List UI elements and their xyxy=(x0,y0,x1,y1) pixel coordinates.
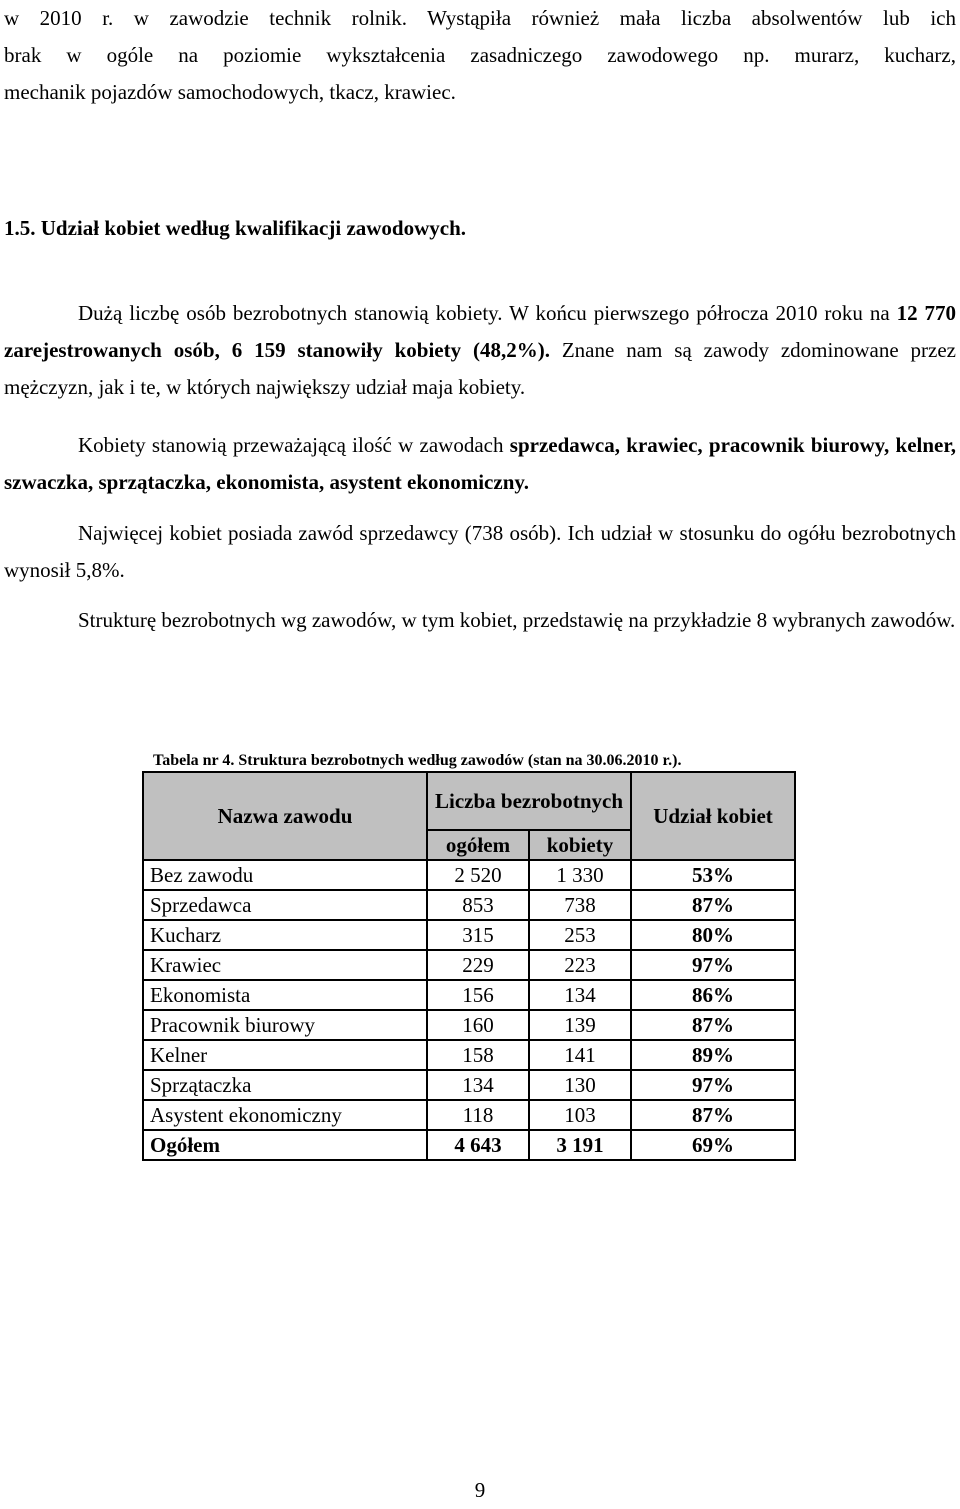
cell-name: Krawiec xyxy=(143,950,427,980)
cell-total: 134 xyxy=(427,1070,529,1100)
cell-share: 87% xyxy=(631,1010,795,1040)
unemployment-table xyxy=(142,771,796,1161)
p1-text-a: Dużą liczbę osób bezrobotnych stanowią kobiety. W końcu pierwszego półrocza 2010 roku na xyxy=(78,301,897,325)
cell-share: 86% xyxy=(631,980,795,1010)
paragraph-women-share xyxy=(4,295,956,406)
intro-line-2: brak w ogóle na poziomie wykształcenia zasadniczego zawodowego np. murarz, kucharz, xyxy=(4,43,956,67)
cell-total: 2 520 xyxy=(427,860,529,890)
cell-name: Sprzątaczka xyxy=(143,1070,427,1100)
cell-total: 160 xyxy=(427,1010,529,1040)
section-heading: 1.5. Udział kobiet według kwalifikacji zawodowych. xyxy=(4,216,467,240)
cell-women: 223 xyxy=(529,950,631,980)
cell-share: 97% xyxy=(631,950,795,980)
cell-total: 118 xyxy=(427,1100,529,1130)
table-row xyxy=(143,920,795,950)
paragraph-structure: Strukturę bezrobotnych wg zawodów, w tym kobiet, przedstawię na przykładzie 8 wybranych zawodów. xyxy=(78,608,956,632)
cell-name: Kelner xyxy=(143,1040,427,1070)
table-row xyxy=(143,860,795,890)
cell-name: Kucharz xyxy=(143,920,427,950)
cell-share: 80% xyxy=(631,920,795,950)
table-row xyxy=(143,980,795,1010)
cell-share: 97% xyxy=(631,1070,795,1100)
header-women-share: Udział kobiet xyxy=(631,772,795,860)
cell-women: 738 xyxy=(529,890,631,920)
cell-total: 229 xyxy=(427,950,529,980)
p1-text-b-bold: 12 770 zarejestrowanych osób, 6 159 stanowiły kobiety (48,2%). xyxy=(4,301,957,362)
cell-share: 89% xyxy=(631,1040,795,1070)
cell-total-name: Ogółem xyxy=(143,1130,427,1160)
cell-total: 158 xyxy=(427,1040,529,1070)
paragraph-occupations xyxy=(4,427,956,501)
cell-women: 141 xyxy=(529,1040,631,1070)
cell-total: 156 xyxy=(427,980,529,1010)
cell-total-share: 69% xyxy=(631,1130,795,1160)
header-women: kobiety xyxy=(529,830,631,860)
cell-name: Sprzedawca xyxy=(143,890,427,920)
table-row xyxy=(143,1010,795,1040)
header-unemployed-count: Liczba bezrobotnych xyxy=(427,772,631,830)
table-total-row xyxy=(143,1130,795,1160)
cell-share: 87% xyxy=(631,890,795,920)
cell-total: 853 xyxy=(427,890,529,920)
cell-name: Pracownik biurowy xyxy=(143,1010,427,1040)
cell-women: 139 xyxy=(529,1010,631,1040)
table-row xyxy=(143,1040,795,1070)
cell-women: 253 xyxy=(529,920,631,950)
page-number: 9 xyxy=(474,1478,486,1502)
header-occupation-name: Nazwa zawodu xyxy=(143,772,427,860)
table-row xyxy=(143,890,795,920)
cell-name: Bez zawodu xyxy=(143,860,427,890)
cell-share: 87% xyxy=(631,1100,795,1130)
cell-total-total: 4 643 xyxy=(427,1130,529,1160)
cell-women: 134 xyxy=(529,980,631,1010)
cell-total: 315 xyxy=(427,920,529,950)
cell-women: 1 330 xyxy=(529,860,631,890)
table-caption: Tabela nr 4. Struktura bezrobotnych według zawodów (stan na 30.06.2010 r.). xyxy=(153,752,682,769)
p2-text-a: Kobiety stanowią przeważającą ilość w zawodach xyxy=(78,433,510,457)
intro-line-3: mechanik pojazdów samochodowych, tkacz, krawiec. xyxy=(4,80,456,104)
p2-text-b-bold: sprzedawca, krawiec, pracownik biurowy, kelner, szwaczka, sprzątaczka, ekonomista, asystent ekonomiczny. xyxy=(4,433,957,494)
cell-name: Asystent ekonomiczny xyxy=(143,1100,427,1130)
p1-text-c: Znane nam są zawody zdominowane przez mężczyzn, jak i te, w których największy udział maja kobiety. xyxy=(4,338,956,399)
cell-women: 130 xyxy=(529,1070,631,1100)
cell-women: 103 xyxy=(529,1100,631,1130)
cell-name: Ekonomista xyxy=(143,980,427,1010)
cell-share: 53% xyxy=(631,860,795,890)
table-row xyxy=(143,1070,795,1100)
intro-line-1: w 2010 r. w zawodzie technik rolnik. Wystąpiła również mała liczba absolwentów lub ich xyxy=(4,6,956,30)
table-header-row-1 xyxy=(143,772,795,830)
paragraph-sellers: Najwięcej kobiet posiada zawód sprzedawcy (738 osób). Ich udział w stosunku do ogółu bezrobotnych wynosił 5,8%. xyxy=(4,521,956,582)
cell-total-women: 3 191 xyxy=(529,1130,631,1160)
table-row xyxy=(143,1100,795,1130)
table-row xyxy=(143,950,795,980)
intro-paragraph xyxy=(4,0,956,111)
header-total: ogółem xyxy=(427,830,529,860)
